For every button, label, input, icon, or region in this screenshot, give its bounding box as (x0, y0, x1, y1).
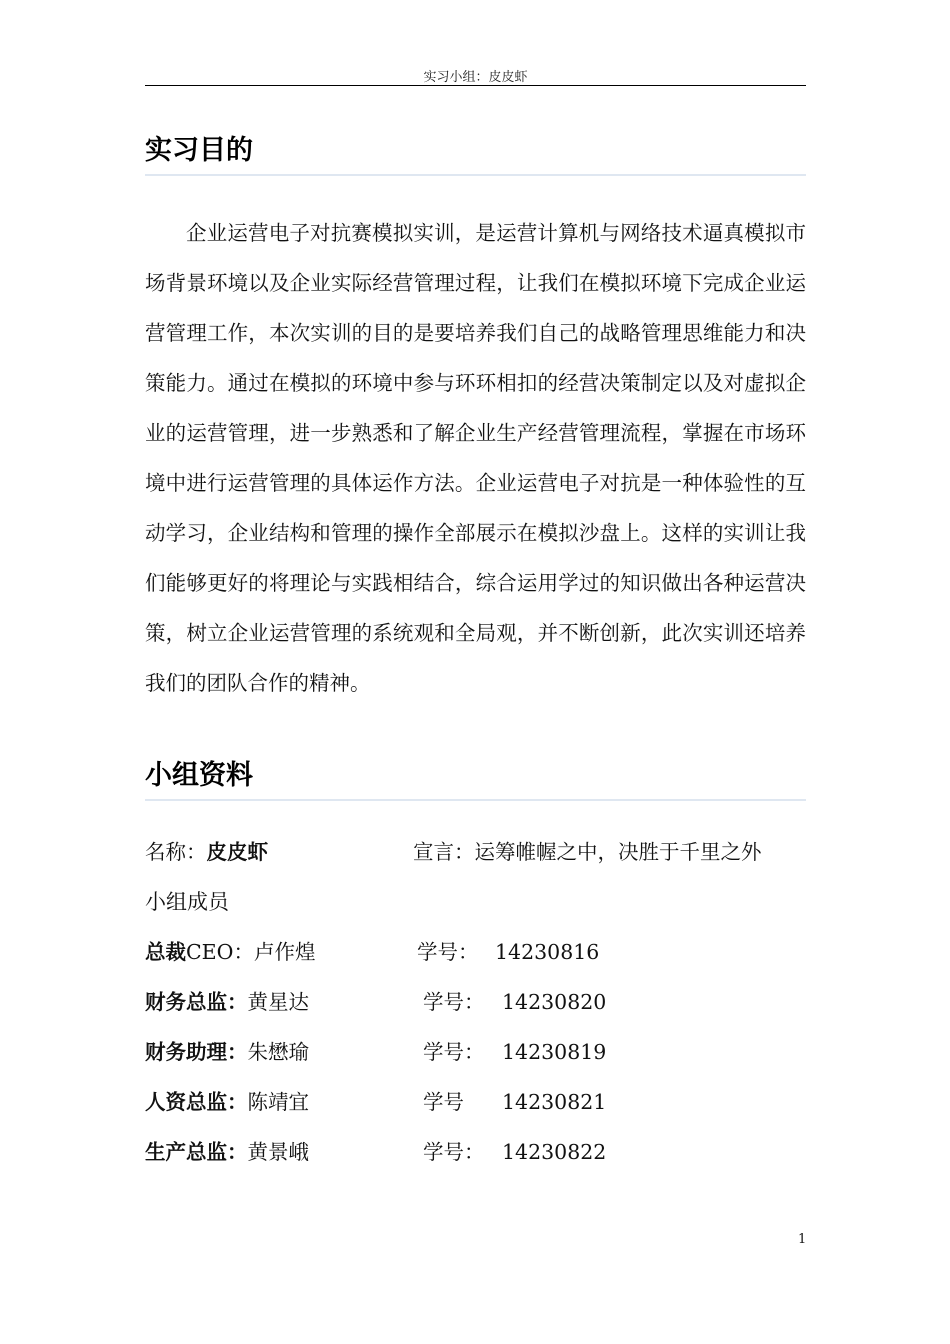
member-row (145, 1137, 825, 1167)
member-name: 陈靖宜 (247, 1090, 309, 1114)
header-rule (145, 85, 806, 86)
member-id: 14230816 (495, 940, 600, 964)
member-id-label: 学号 (423, 1090, 464, 1114)
member-name: 黄星达 (247, 990, 309, 1014)
member-role: 总裁 (145, 940, 186, 964)
member-name: 卢作煌 (253, 940, 316, 964)
section-title-purpose: 实习目的 (145, 134, 806, 176)
member-id: 14230822 (502, 1140, 607, 1164)
member-role: 生产总监 (145, 1140, 227, 1164)
member-id: 14230819 (502, 1040, 607, 1064)
member-name: 朱懋瑜 (247, 1040, 309, 1064)
member-id-label: 学号： (423, 1140, 485, 1164)
team-slogan (413, 837, 762, 867)
team-slogan-label: 宣言： (413, 840, 475, 864)
member-row (145, 987, 825, 1017)
member-name: 黄景峨 (247, 1140, 309, 1164)
page-header: 实习小组：皮皮虾 (423, 70, 528, 85)
member-role-suffix: ： (227, 1140, 248, 1164)
member-id-label: 学号： (417, 940, 479, 964)
team-name-value: 皮皮虾 (206, 840, 268, 864)
section-title-team-info: 小组资料 (145, 759, 806, 801)
member-role: 人资总监 (145, 1090, 227, 1114)
member-role-suffix: ： (227, 1090, 248, 1114)
member-id-label: 学号： (423, 990, 485, 1014)
members-title: 小组成员 (145, 890, 229, 914)
member-row (145, 937, 825, 967)
team-name-label: 名称： (145, 840, 207, 864)
team-name-row (145, 837, 825, 867)
purpose-paragraph: 企业运营电子对抗赛模拟实训，是运营计算机与网络技术逼真模拟市场背景环境以及企业实际经营管理过程，让我们在模拟环境下完成企业运营管理工作，本次实训的目的是要培养我们自己的战略管理思维能力和决策能力。通过在模拟的环境中参与环环相扣的经营决策制定以及对虚拟企业的运营管理，进一步熟悉和了解企业生产经营管理流程，掌握在市场环境中进行运营管理的具体运作方法。企业运营电子对抗是一种体验性的互动学习，企业结构和管理的操作全部展示在模拟沙盘上。这样的实训让我们能够更好的将理论与实践相结合，综合运用学过的知识做出各种运营决策，树立企业运营管理的系统观和全局观，并不断创新，此次实训还培养我们的团队合作的精神。 (145, 221, 806, 695)
member-role: 财务助理 (145, 1040, 227, 1064)
member-id: 14230820 (502, 990, 607, 1014)
member-row (145, 1037, 825, 1067)
member-role-suffix: CEO： (186, 940, 254, 964)
team-slogan-value: 运筹帷幄之中，决胜于千里之外 (474, 840, 762, 864)
member-role-suffix: ： (227, 1040, 248, 1064)
member-role-suffix: ： (227, 990, 248, 1014)
member-id-label: 学号： (423, 1040, 485, 1064)
member-row (145, 1087, 825, 1117)
member-id: 14230821 (502, 1090, 607, 1114)
page-number: 1 (798, 1232, 807, 1247)
member-role: 财务总监 (145, 990, 227, 1014)
